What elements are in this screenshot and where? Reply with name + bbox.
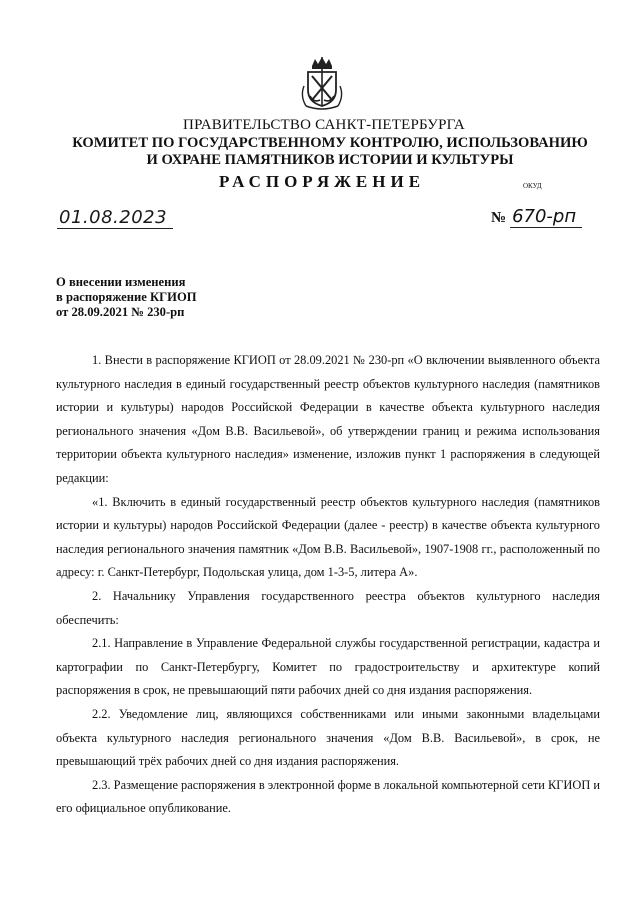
paragraph-2-3: 2.3. Размещение распоряжения в электронной форме в локальной компьютерной сети КГИОП и его официальное опубликование.	[56, 777, 600, 816]
subject-line: от 28.09.2021 № 230-рп	[56, 305, 185, 319]
paragraph-2-1: 2.1. Направление в Управление Федеральной службы государственной регистрации, кадастра и картографии по Санкт-Петербургу, Комитет по градостроительству и архитектуре копий распоряжения в срок, не превышающий пяти рабочих дней со дня издания распоряжения.	[56, 636, 600, 698]
committee-title-line-2: И ОХРАНЕ ПАМЯТНИКОВ ИСТОРИИ И КУЛЬТУРЫ	[146, 152, 514, 168]
subject-line: О внесении изменения	[56, 275, 186, 289]
okud-label: ОКУД	[523, 182, 542, 190]
paragraph-1: 1. Внести в распоряжение КГИОП от 28.09.2021 № 230-рп «О включении выявленного объекта культурного наследия в единый государственный реестр объектов культурного наследия (памятников истории и культуры) народов Российской Федерации в качестве объекта культурного наследия регионального значения «Дом В.В. Васильевой», об утверждении границ и режима использования территории объекта культурного наследия» изменение, изложив пункт 1 распоряжения в следующей редакции:	[56, 353, 600, 485]
paragraph-2: 2. Начальнику Управления государственного реестра объектов культурного наследия обеспечить:	[56, 588, 600, 627]
paragraph-2-2: 2.2. Уведомление лиц, являющихся собственниками или иными законными владельцами объекта культурного наследия регионального значения «Дом В.В. Васильевой», в срок, не превышающий трёх рабочих дней со дня издания распоряжения.	[56, 706, 600, 769]
number-sign: №	[491, 210, 507, 226]
st-petersburg-coat-of-arms-icon	[298, 56, 346, 112]
paragraph-1-quote: «1. Включить в единый государственный реестр объектов культурного наследия (памятников истории и культуры) народов Российской Федерации (далее - реестр) в качестве объекта культурного наследия регионального значения памятник «Дом В.В. Васильевой», 1907-1908 гг., расположенный по адресу: г. Санкт-Петербург, Подольская улица, дом 1-3-5, литера А».	[56, 494, 600, 580]
subject-block	[56, 275, 197, 320]
document-body	[56, 349, 600, 821]
subject-line: в распоряжение КГИОП	[56, 290, 197, 304]
government-title: ПРАВИТЕЛЬСТВО САНКТ-ПЕТЕРБУРГА	[183, 117, 465, 133]
number-value: 670-рп	[510, 206, 582, 228]
document-type-title: РАСПОРЯЖЕНИЕ	[218, 172, 426, 191]
committee-title-line-1: КОМИТЕТ ПО ГОСУДАРСТВЕННОМУ КОНТРОЛЮ, ИСПОЛЬЗОВАНИЮ	[72, 135, 588, 151]
document-date: 01.08.2023	[57, 207, 173, 229]
document-number	[491, 206, 582, 227]
